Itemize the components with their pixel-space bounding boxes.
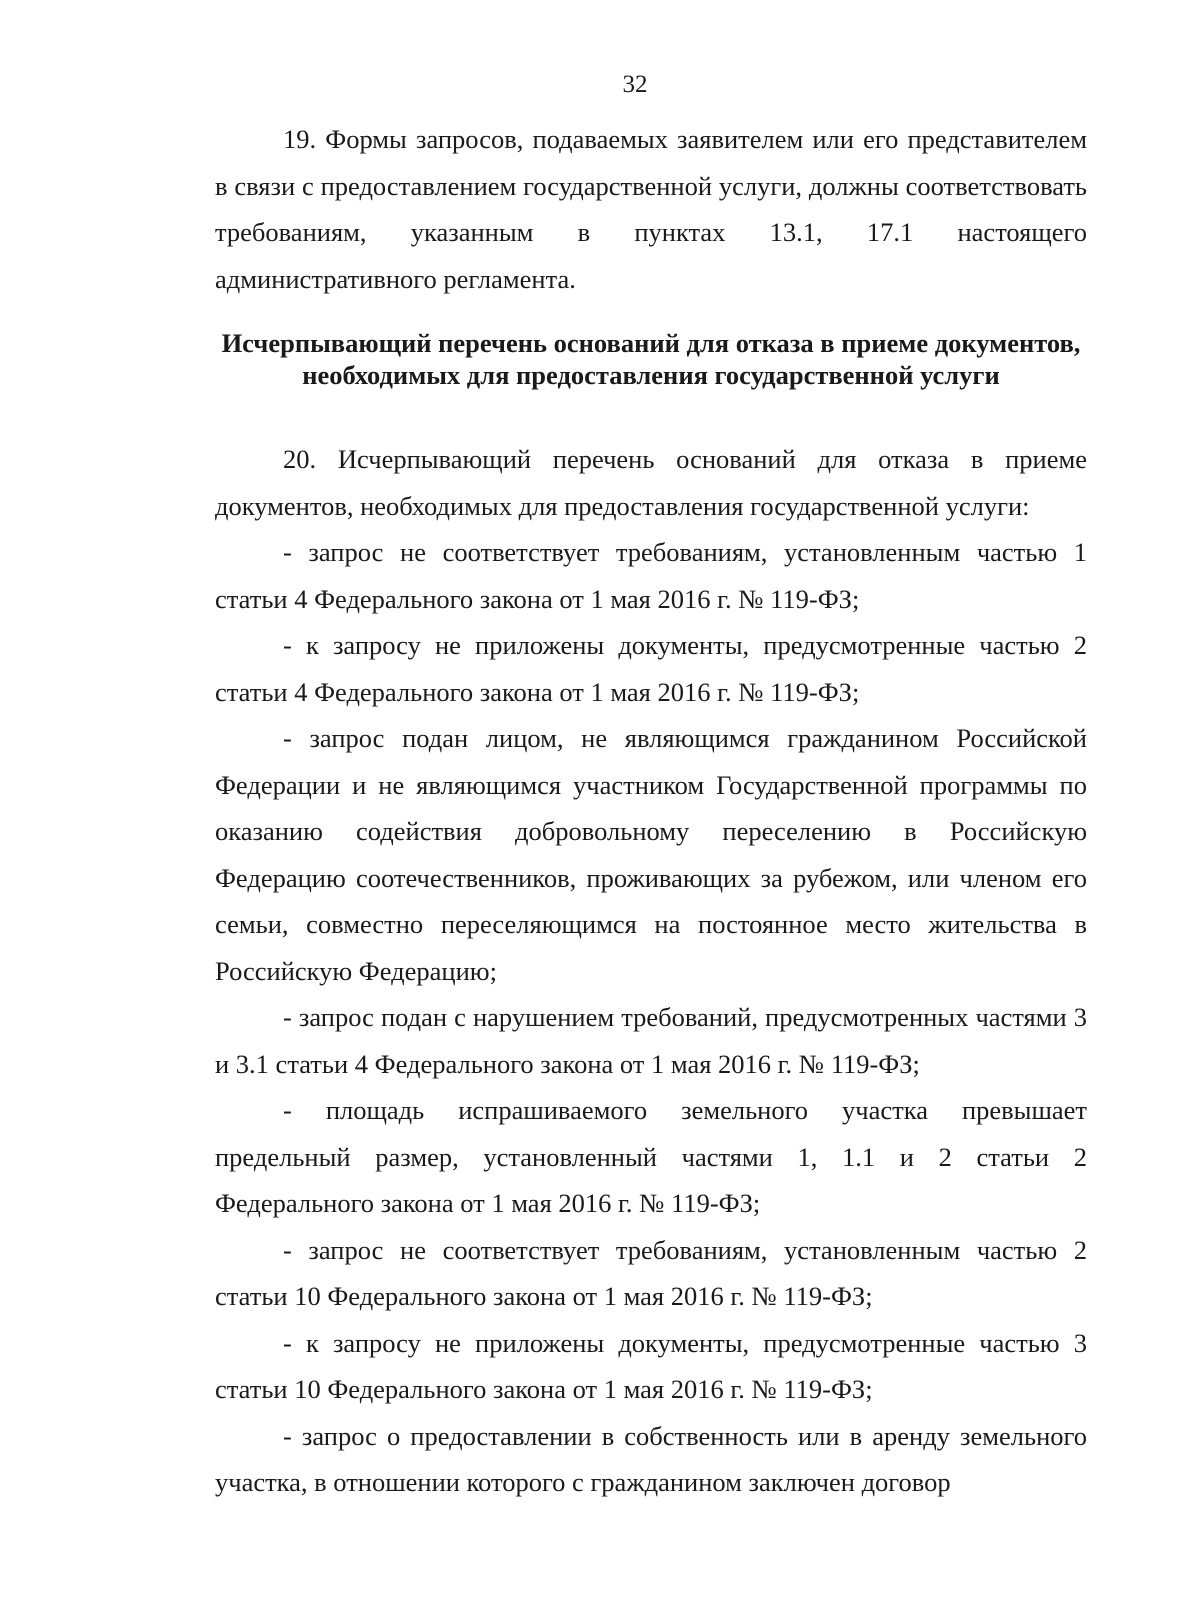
list-item: - запрос подан с нарушением требований, предусмотренных частями 3 и 3.1 статьи 4 Федерального закона от 1 мая 2016 г. № 119-ФЗ; — [215, 1002, 1087, 1079]
list-item: - площадь испрашиваемого земельного участка превышает предельный размер, установленный частями 1, 1.1 и 2 статьи 2 Федерального закона от 1 мая 2016 г. № 119-ФЗ; — [215, 1095, 1087, 1218]
list-item: - запрос подан лицом, не являющимся гражданином Российской Федерации и не являющимся участником Государственной программы по оказанию содействия добровольному переселению в Российскую Федерацию соотечественников, проживающих за рубежом, или членом его семьи, совместно переселяющимся на постоянное место жительства в Российскую Федерацию; — [215, 723, 1087, 986]
list-item: - запрос не соответствует требованиям, установленным частью 2 статьи 10 Федерального закона от 1 мая 2016 г. № 119-ФЗ; — [215, 1234, 1087, 1311]
page-number: 32 — [622, 71, 648, 98]
section-19 — [215, 116, 1087, 302]
list-item: - к запросу не приложены документы, предусмотренные частью 2 статьи 4 Федерального закона от 1 мая 2016 г. № 119-ФЗ; — [215, 630, 1087, 707]
list-item: - запрос не соответствует требованиям, установленным частью 1 статьи 4 Федерального закона от 1 мая 2016 г. № 119-ФЗ; — [215, 537, 1087, 614]
list-item: - запрос о предоставлении в собственность или в аренду земельного участка, в отношении которого с гражданином заключен договор — [215, 1420, 1087, 1497]
section-20 — [215, 436, 1087, 1506]
list-item: - к запросу не приложены документы, предусмотренные частью 3 статьи 10 Федерального закона от 1 мая 2016 г. № 119-ФЗ; — [215, 1327, 1087, 1404]
paragraph-19: 19. Формы запросов, подаваемых заявителем или его представителем в связи с предоставлением государственной услуги, должны соответствовать требованиям, указанным в пунктах 13.1, 17.1 настоящего административного регламента. — [215, 124, 1087, 294]
section-heading: Исчерпывающий перечень оснований для отказа в приеме документов, необходимых для предоставления государственной услуги — [221, 328, 1081, 390]
paragraph-20: 20. Исчерпывающий перечень оснований для отказа в приеме документов, необходимых для предоставления государственной услуги: — [215, 444, 1087, 521]
